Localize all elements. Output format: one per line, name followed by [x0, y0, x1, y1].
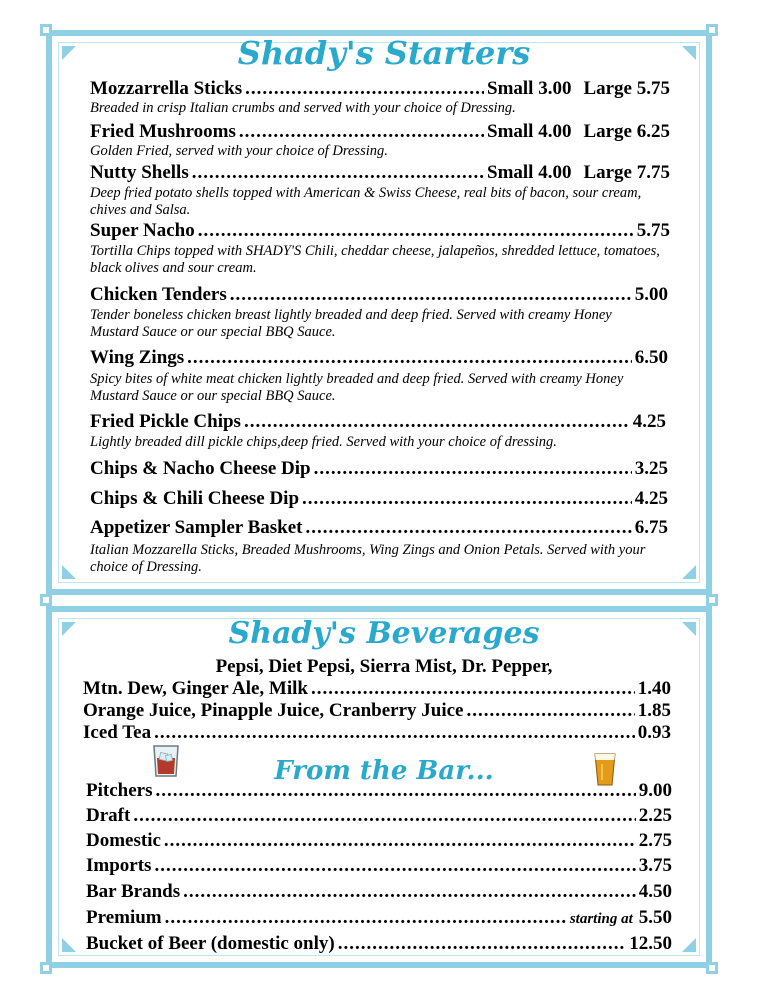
corner-ornament — [62, 565, 76, 579]
bar-item — [86, 855, 672, 877]
item-name: Mtn. Dew, Ginger Ale, Milk — [83, 678, 308, 699]
leader-dots — [239, 121, 484, 143]
bar-item — [86, 907, 672, 929]
item-name: Appetizer Sampler Basket — [90, 517, 303, 538]
item-name: Draft — [86, 805, 131, 826]
item-name: Super Nacho — [90, 220, 195, 241]
starters-title: Shady's Starters — [237, 34, 531, 72]
menu-item — [90, 458, 668, 480]
bar-item — [86, 830, 672, 852]
item-price-large: Large 6.25 — [583, 121, 670, 142]
leader-dots — [245, 78, 484, 100]
item-name: Mozzarrella Sticks — [90, 78, 243, 99]
leader-dots — [338, 933, 627, 955]
item-price: 5.50 — [638, 907, 672, 928]
item-description: Golden Fried, served with your choice of Dressing. — [90, 143, 388, 159]
beverage-item — [83, 700, 671, 722]
item-description: Breaded in crisp Italian crumbs and served with your choice of Dressing. — [90, 100, 516, 116]
item-price: 9.00 — [638, 780, 672, 801]
item-price-large: Large 5.75 — [583, 78, 670, 99]
item-name: Nutty Shells — [90, 162, 189, 183]
item-name: Bucket of Beer (domestic only) — [86, 933, 335, 954]
menu-item — [90, 78, 670, 100]
item-name: Chips & Nacho Cheese Dip — [90, 458, 311, 479]
leader-dots — [192, 162, 484, 184]
item-name: Bar Brands — [86, 881, 181, 902]
leader-dots — [164, 830, 636, 852]
leader-dots — [314, 458, 632, 480]
frame-square-ornament — [40, 594, 52, 606]
item-note: starting at — [569, 911, 633, 927]
beverage-item — [83, 722, 671, 744]
item-price: 2.25 — [638, 805, 672, 826]
menu-item — [90, 347, 668, 369]
menu-item — [90, 284, 668, 306]
corner-ornament — [682, 938, 696, 952]
item-name: Premium — [86, 907, 162, 928]
leader-dots — [311, 678, 635, 700]
leader-dots — [154, 722, 635, 744]
menu-item — [90, 517, 668, 539]
item-description: Deep fried potato shells topped with American & Swiss Cheese, real bits of bacon, sour cream, chives and Salsa. — [90, 185, 642, 218]
item-price: 1.85 — [637, 700, 671, 721]
item-name: Fried Pickle Chips — [90, 411, 241, 432]
item-name: Iced Tea — [83, 722, 152, 743]
corner-ornament — [682, 565, 696, 579]
menu-item — [90, 162, 670, 184]
leader-dots — [133, 805, 635, 827]
item-description: Tender boneless chicken breast lightly breaded and deep fried. Served with creamy Honey Mustard Sauce or our special BBQ Sauce. — [90, 307, 612, 340]
item-name: Domestic — [86, 830, 161, 851]
item-name: Chicken Tenders — [90, 284, 227, 305]
menu-item — [90, 220, 670, 242]
leader-dots — [198, 220, 634, 242]
menu-item — [90, 411, 666, 433]
item-price: 12.50 — [629, 933, 672, 954]
item-price-large: Large 7.75 — [583, 162, 670, 183]
frame-square-ornament — [706, 962, 718, 974]
item-price: 3.25 — [634, 458, 668, 479]
item-price: 3.75 — [638, 855, 672, 876]
item-description: Spicy bites of white meat chicken lightly breaded and deep fried. Served with creamy Honey Mustard Sauce or our special BBQ Sauce. — [90, 371, 624, 404]
bar-item — [86, 933, 672, 955]
menu-item — [90, 121, 670, 143]
item-price-small: Small 4.00 — [487, 121, 572, 142]
item-price: 0.93 — [637, 722, 671, 743]
item-name: Imports — [86, 855, 152, 876]
item-name: Chips & Chili Cheese Dip — [90, 488, 300, 509]
item-price: 5.00 — [634, 284, 668, 305]
item-description: Italian Mozzarella Sticks, Breaded Mushrooms, Wing Zings and Onion Petals. Served with your choice of Dressing. — [90, 542, 646, 575]
item-price: 2.75 — [638, 830, 672, 851]
item-price: 4.25 — [634, 488, 668, 509]
item-price: 5.75 — [636, 220, 670, 241]
leader-dots — [155, 780, 635, 802]
item-price-small: Small 3.00 — [487, 78, 572, 99]
leader-dots — [183, 881, 636, 903]
item-name: Orange Juice, Pinapple Juice, Cranberry Juice — [83, 700, 464, 721]
leader-dots — [165, 907, 567, 929]
beverages-title: Shady's Beverages — [228, 616, 540, 651]
item-price: 4.25 — [632, 411, 666, 432]
item-name: Fried Mushrooms — [90, 121, 236, 142]
beverage-item — [83, 678, 671, 700]
item-price: 6.50 — [634, 347, 668, 368]
leader-dots — [466, 700, 634, 722]
frame-square-ornament — [40, 962, 52, 974]
leader-dots — [154, 855, 635, 877]
menu-item — [90, 488, 668, 510]
item-price: 1.40 — [637, 678, 671, 699]
item-name: Wing Zings — [90, 347, 185, 368]
corner-ornament — [62, 938, 76, 952]
leader-dots — [187, 347, 632, 369]
bar-title: From the Bar... — [274, 756, 494, 786]
bar-item — [86, 881, 672, 903]
leader-dots — [244, 411, 630, 433]
beverage-list-line: Pepsi, Diet Pepsi, Sierra Mist, Dr. Pepper, — [215, 656, 553, 677]
item-name: Pitchers — [86, 780, 153, 801]
item-price: 4.50 — [638, 881, 672, 902]
leader-dots — [302, 488, 632, 510]
frame-square-ornament — [706, 594, 718, 606]
item-description: Lightly breaded dill pickle chips,deep fried. Served with your choice of dressing. — [90, 434, 557, 450]
item-price-small: Small 4.00 — [487, 162, 572, 183]
bar-item — [86, 805, 672, 827]
bar-item — [86, 780, 672, 802]
leader-dots — [306, 517, 632, 539]
leader-dots — [230, 284, 632, 306]
item-description: Tortilla Chips topped with SHADY'S Chili, cheddar cheese, jalapeños, shredded lettuce, tomatoes, black olives and sour cream. — [90, 243, 660, 276]
item-price: 6.75 — [634, 517, 668, 538]
